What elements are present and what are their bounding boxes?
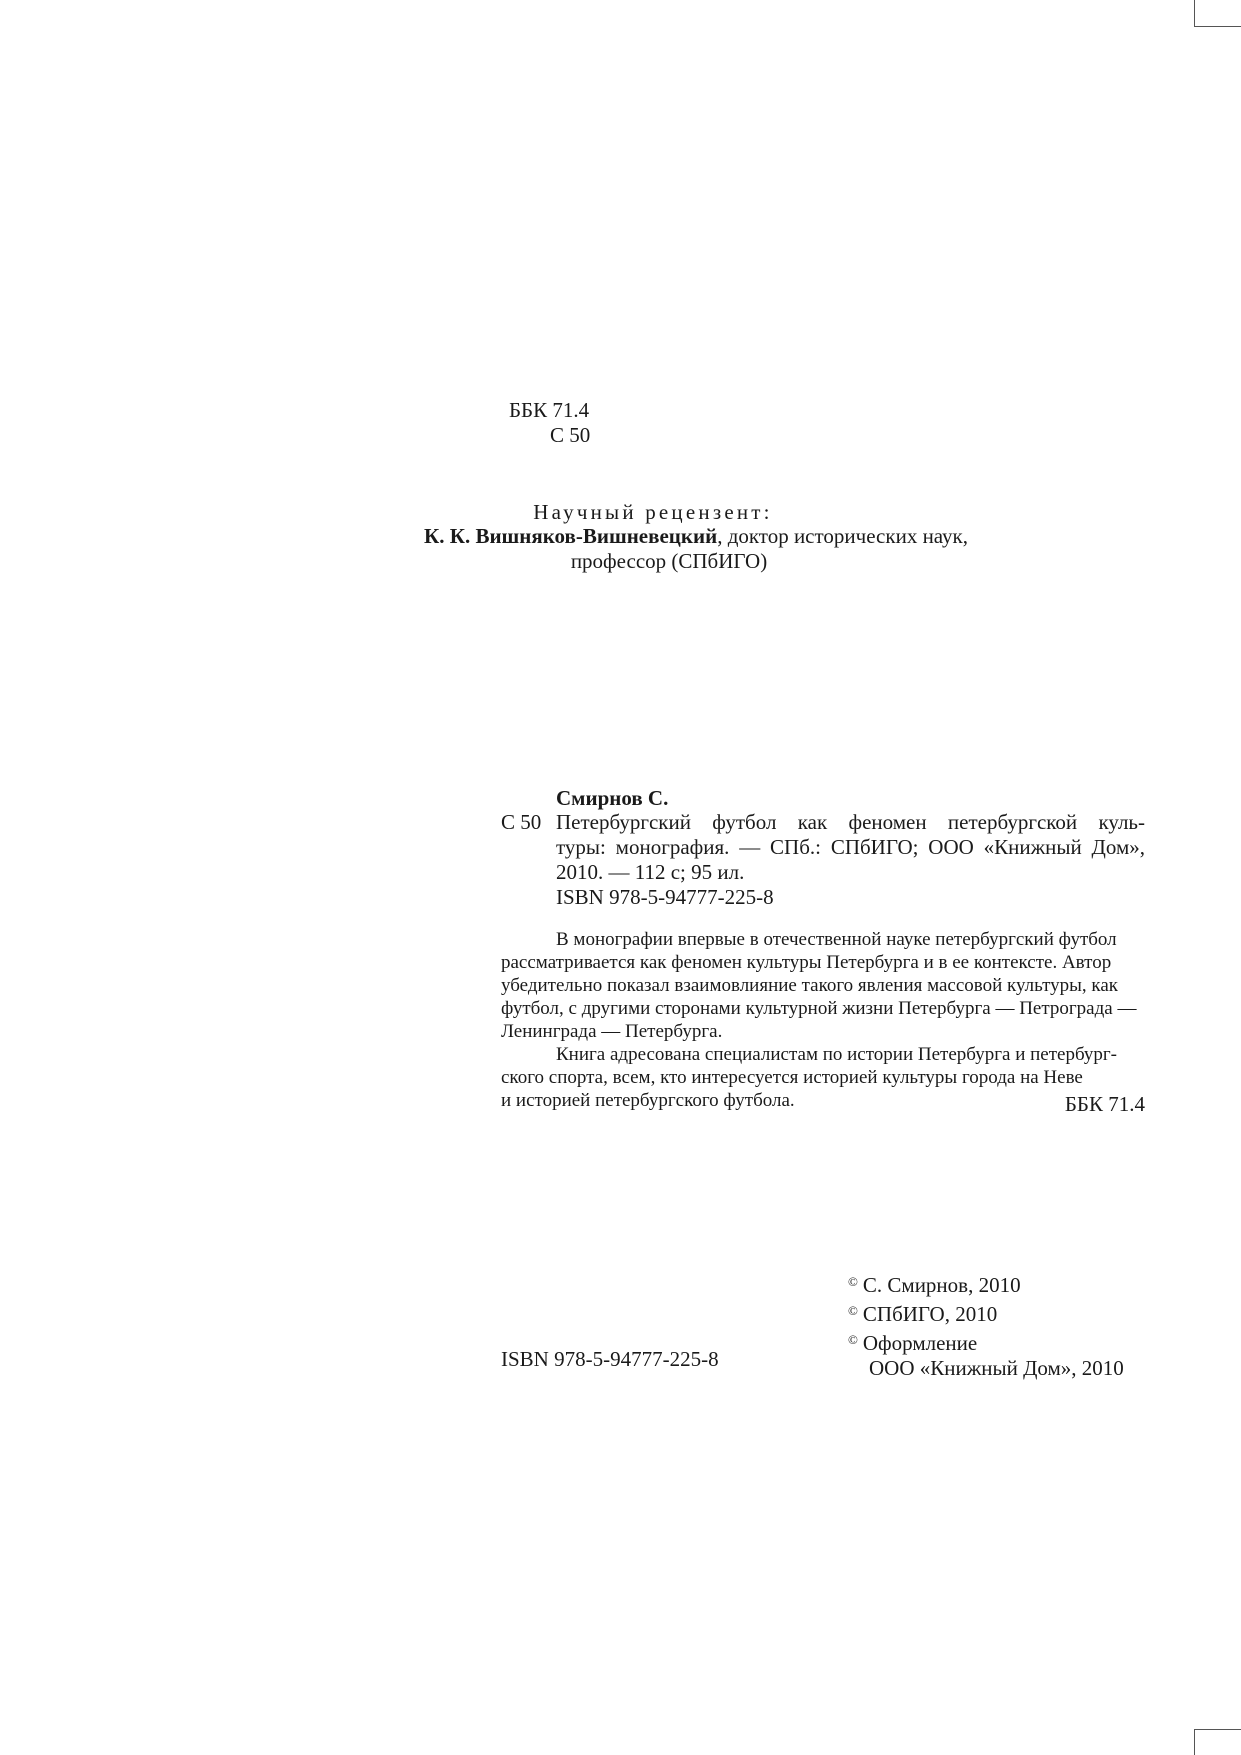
imprint-isbn: ISBN 978-5-94777-225-8	[501, 1347, 719, 1371]
catalog-description-line: Петербургский футбол как феномен петербургской куль-	[556, 810, 1145, 834]
annotation-line: и историей петербургского футбола.	[501, 1090, 795, 1111]
copyright-line: © СПбИГО, 2010	[848, 1302, 998, 1326]
reviewer-heading: Научный рецензент:	[533, 500, 773, 524]
catalog-author: Смирнов С.	[556, 786, 669, 810]
reviewer-credentials: , доктор исторических наук,	[717, 524, 969, 548]
crop-mark-bottom-horizontal	[1194, 1729, 1241, 1730]
annotation	[501, 928, 1145, 1112]
copyright-block	[848, 1269, 1124, 1381]
annotation-bbk: ББК 71.4	[1064, 1092, 1145, 1116]
catalog-code: С 50	[501, 810, 542, 834]
annotation-line: ского спорта, всем, кто интересуется историей культуры города на Неве	[501, 1067, 1083, 1088]
copyright-line: © С. Смирнов, 2010	[848, 1273, 1021, 1297]
reviewer-position: профессор (СПбИГО)	[570, 549, 768, 573]
annotation-line: футбол, с другими сторонами культурной жизни Петербурга — Петрограда —	[501, 998, 1137, 1019]
catalog-description-line: 2010. — 112 с; 95 ил.	[556, 860, 745, 884]
reviewer-name: К. К. Вишняков-Вишневецкий	[423, 524, 718, 548]
catalog-description	[556, 810, 1145, 910]
annotation-line: Книга адресована специалистам по истории Петербурга и петербург-	[556, 1044, 1118, 1065]
catalog-description-line: туры: монография. — СПб.: СПбИГО; ООО «Книжный Дом»,	[556, 835, 1145, 859]
copyright-symbol: ©	[848, 1332, 858, 1347]
crop-mark-bottom-vertical	[1194, 1729, 1195, 1755]
annotation-line: В монографии впервые в отечественной науке петербургский футбол	[556, 929, 1117, 950]
copyright-symbol: ©	[848, 1303, 858, 1318]
author-sign: С 50	[550, 423, 591, 447]
catalog-isbn: ISBN 978-5-94777-225-8	[556, 885, 774, 909]
classification-block	[509, 398, 590, 448]
copyright-symbol: ©	[848, 1274, 858, 1289]
copyright-line: © Оформление	[848, 1331, 978, 1355]
crop-mark-top-vertical	[1194, 0, 1195, 26]
annotation-line: убедительно показал взаимовлияние такого явления массовой культуры, как	[501, 975, 1119, 996]
annotation-line: рассматривается как феномен культуры Петербурга и в ее контексте. Автор	[501, 952, 1112, 973]
crop-mark-top-horizontal	[1194, 26, 1241, 27]
reviewer-line	[0, 524, 1241, 549]
annotation-line: Ленинграда — Петербурга.	[501, 1021, 723, 1042]
copyright-line: ООО «Книжный Дом», 2010	[869, 1356, 1124, 1380]
bbk-index: ББК 71.4	[509, 398, 590, 422]
